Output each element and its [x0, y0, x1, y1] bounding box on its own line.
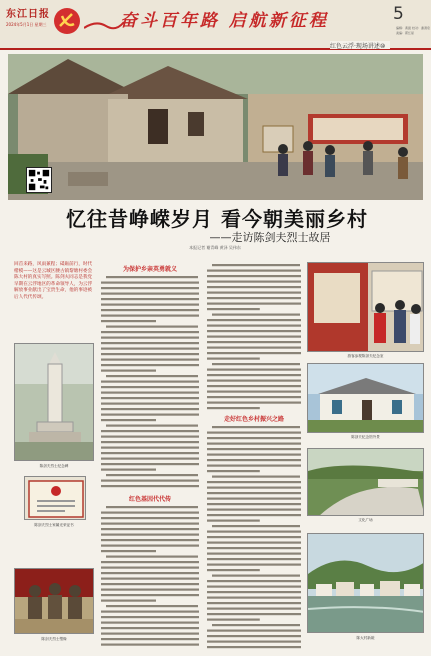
text-line	[101, 583, 199, 585]
text-line	[101, 567, 199, 569]
text-line	[207, 492, 301, 494]
text-line	[101, 458, 199, 460]
text-line	[101, 370, 156, 372]
text-line	[207, 402, 301, 404]
party-emblem-icon	[52, 6, 82, 36]
text-line	[207, 509, 301, 511]
text-line	[207, 454, 301, 456]
text-line	[101, 480, 199, 482]
text-line	[101, 589, 199, 591]
text-line	[101, 452, 199, 454]
text-line	[101, 512, 199, 514]
text-line	[207, 352, 301, 354]
text-column-3	[206, 262, 302, 410]
byline: 本报记者 谢青峰 黄泽 吴伟东	[189, 245, 241, 250]
text-line	[207, 498, 301, 500]
text-line	[101, 403, 199, 405]
text-line	[101, 353, 199, 355]
lead-paragraph: 回首来路，风雨兼程；砥砺前行，时代楷模——这是云城区腰古镇黎塘村委会陈大村的真实写照。陈剑夫同志是我党早期在云浮地区的革命领导人，为云浮解放事业献出了宝贵生命，他的事迹被后人代代传颂。	[14, 262, 93, 300]
statue-caption: 陈剑夫烈士塑像	[41, 637, 67, 641]
text-line	[101, 392, 199, 394]
text-line	[207, 608, 301, 610]
text-line	[106, 605, 198, 607]
text-line	[212, 363, 300, 365]
text-line	[207, 407, 260, 409]
text-line	[101, 578, 199, 580]
text-line	[101, 633, 199, 635]
text-line	[101, 309, 199, 311]
text-line	[101, 337, 199, 339]
text-line	[207, 297, 301, 299]
text-line	[101, 561, 199, 563]
text-line	[101, 386, 199, 388]
memorial-hall-caption: 陈剑夫纪念馆外景	[351, 435, 380, 439]
monument-caption: 陈剑夫烈士纪念碑	[39, 464, 69, 468]
text-line	[101, 485, 199, 487]
text-line	[101, 469, 156, 471]
text-line	[207, 330, 301, 332]
section-title-1: 为保护乡亲英勇就义	[122, 266, 177, 273]
monument-photo	[14, 343, 94, 461]
text-line	[101, 523, 199, 525]
text-line	[101, 447, 199, 449]
text-line	[207, 448, 301, 450]
text-line	[101, 611, 199, 613]
text-line	[207, 465, 301, 467]
text-line	[101, 414, 199, 416]
text-line	[101, 545, 199, 547]
subheadline: ——走访陈剑夫烈士故居	[209, 231, 331, 244]
section-title-3: 走好红色乡村振兴之路	[223, 416, 284, 423]
text-line	[207, 325, 301, 327]
text-line	[212, 314, 300, 316]
text-line	[101, 348, 199, 350]
statue-photo	[14, 568, 94, 634]
text-line	[207, 336, 301, 338]
text-line	[207, 531, 301, 533]
masthead-date: 2024年5月1日 星期三	[6, 22, 47, 27]
text-line	[101, 627, 199, 629]
text-line	[207, 292, 301, 294]
text-line	[207, 470, 260, 472]
text-line	[207, 380, 301, 382]
text-line	[207, 437, 301, 439]
newspaper-logo	[6, 5, 50, 29]
text-line	[207, 487, 301, 489]
text-line	[101, 419, 156, 421]
text-line	[101, 293, 199, 295]
text-line	[101, 463, 199, 465]
certificate-caption: 陈剑夫烈士家属光荣证书	[34, 523, 74, 527]
text-line	[207, 558, 301, 560]
text-line	[207, 591, 301, 593]
text-column-4	[206, 424, 302, 650]
banner-slogan: 奋斗百年路 启航新征程	[120, 11, 329, 31]
text-line	[101, 381, 199, 383]
paper-name: 东江日报	[6, 9, 50, 20]
text-line	[101, 534, 199, 536]
text-line	[101, 517, 199, 519]
certificate-photo	[24, 476, 86, 520]
text-line	[101, 342, 199, 344]
text-line	[207, 569, 260, 571]
text-line	[106, 326, 198, 328]
qr-code-icon[interactable]	[26, 167, 52, 193]
text-line	[207, 630, 301, 632]
village-caption: 陈大村新貌	[356, 636, 375, 640]
culture-square-caption: 文化广场	[358, 518, 373, 522]
section-title-2: 红色基因代代传	[128, 496, 171, 503]
text-line	[101, 441, 199, 443]
text-line	[207, 286, 301, 288]
text-line	[101, 359, 199, 361]
culture-square-photo	[307, 448, 424, 516]
text-line	[212, 476, 300, 478]
text-line	[207, 481, 301, 483]
text-line	[207, 275, 301, 277]
text-line	[207, 443, 301, 445]
text-line	[106, 375, 198, 377]
village-photo	[307, 533, 424, 633]
text-line	[207, 564, 301, 566]
text-line	[101, 436, 199, 438]
text-line	[207, 303, 301, 305]
text-line	[207, 358, 260, 360]
text-line	[106, 276, 198, 278]
hero-photo	[8, 54, 423, 200]
text-line	[212, 264, 300, 266]
text-line	[207, 459, 301, 461]
text-column-1	[100, 274, 200, 492]
text-line	[212, 426, 300, 428]
text-line	[101, 364, 199, 366]
text-line	[207, 597, 301, 599]
text-line	[207, 641, 301, 643]
text-line	[101, 594, 199, 596]
text-line	[101, 600, 156, 602]
text-line	[101, 397, 199, 399]
text-line	[207, 341, 301, 343]
text-line	[207, 520, 260, 522]
text-line	[207, 503, 301, 505]
text-line	[101, 572, 199, 574]
text-line	[207, 432, 301, 434]
text-line	[106, 556, 198, 558]
text-line	[207, 635, 301, 637]
text-line	[101, 287, 199, 289]
text-line	[207, 369, 301, 371]
text-line	[101, 304, 199, 306]
memorial-hall-photo	[307, 363, 424, 433]
text-column-2	[100, 504, 200, 650]
text-line	[207, 385, 301, 387]
text-line	[101, 430, 199, 432]
text-line	[207, 514, 301, 516]
text-line	[207, 613, 301, 615]
column-tag: 红色云浮·现场讲述⑩	[330, 41, 390, 49]
text-line	[101, 616, 199, 618]
text-line	[207, 547, 301, 549]
text-line	[101, 331, 199, 333]
text-line	[207, 374, 301, 376]
text-line	[207, 270, 301, 272]
headline: 忆往昔峥嵘岁月 看今朝美丽乡村	[66, 207, 368, 231]
text-line	[207, 319, 301, 321]
text-line	[207, 553, 301, 555]
text-line	[207, 580, 301, 582]
text-line	[101, 315, 199, 317]
text-line	[207, 281, 301, 283]
text-line	[207, 391, 301, 393]
text-line	[207, 396, 301, 398]
text-line	[101, 298, 199, 300]
text-line	[207, 308, 260, 310]
text-line	[212, 525, 300, 527]
text-line	[101, 282, 199, 284]
text-line	[207, 646, 301, 648]
text-line	[101, 644, 199, 646]
text-line	[106, 425, 198, 427]
visitors-photo	[307, 262, 424, 352]
text-line	[101, 539, 199, 541]
text-line	[207, 536, 301, 538]
text-line	[207, 619, 260, 621]
text-line	[101, 638, 199, 640]
editor-info: 编辑：黄振 校对：谢清泉 美编：郭红星	[396, 26, 430, 35]
text-line	[212, 624, 300, 626]
page-number: 5	[393, 4, 404, 24]
text-line	[207, 542, 301, 544]
text-line	[207, 347, 301, 349]
text-line	[101, 622, 199, 624]
ribbon-decoration	[84, 18, 124, 32]
text-line	[101, 408, 199, 410]
visitors-caption: 游客参观陈剑夫纪念室	[347, 354, 384, 358]
text-line	[207, 602, 301, 604]
text-line	[101, 528, 199, 530]
text-line	[212, 575, 300, 577]
text-line	[106, 474, 198, 476]
text-line	[106, 506, 198, 508]
text-line	[101, 320, 156, 322]
text-line	[207, 586, 301, 588]
text-line	[101, 550, 156, 552]
